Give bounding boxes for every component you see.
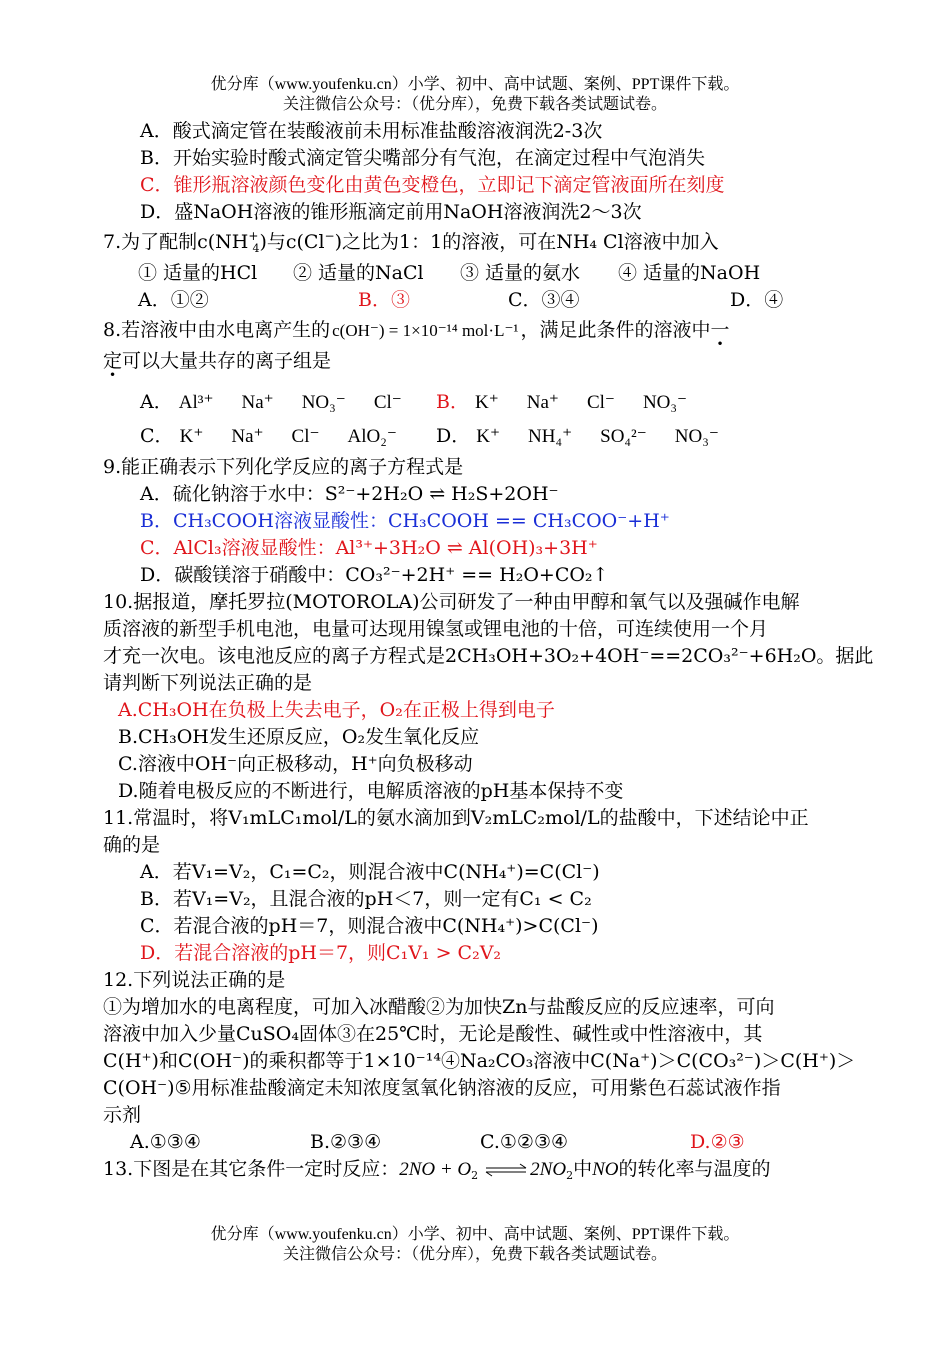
q7-item-2: ② 适量的NaCl (293, 262, 424, 284)
q8-option-a: A． Al³⁺ Na⁺ NO₃⁻ Cl⁻ (140, 391, 402, 413)
q10-stem-line-1: 10.据报道，摩托罗拉(MOTOROLA)公司研发了一种由甲醇和氧气以及强碱作电解 (103, 591, 800, 613)
q8-stem-line-2: 定可以大量共存的离子组是 (103, 350, 332, 372)
q6-option-c: C．锥形瓶溶液颜色变化由黄色变橙色，立即记下滴定管液面所在刻度 (140, 174, 725, 196)
q8-option-c: C． K⁺ Na⁺ Cl⁻ AlO₂⁻ (140, 425, 397, 447)
footer-line-2: 关注微信公众号：（优分库），免费下载各类试题试卷。 (282, 1246, 667, 1263)
q6-option-b: B．开始实验时酸式滴定管尖嘴部分有气泡，在滴定过程中气泡消失 (140, 147, 705, 169)
q12-option-c: C.①②③④ (480, 1131, 569, 1153)
q9-option-b: B．CH₃COOH溶液显酸性：CH₃COOH == CH₃COO⁻+H⁺ (140, 510, 670, 532)
q7-item-1: ① 适量的HCl (138, 262, 258, 284)
q7-item-3: ③ 适量的氨水 (460, 262, 581, 284)
q7-option-c: C．③④ (508, 289, 580, 311)
q7-option-b: B．③ (358, 289, 410, 311)
q11-option-c: C．若混合液的pH＝7，则混合液中C(NH₄⁺)>C(Cl⁻) (140, 915, 599, 937)
q12-option-b: B.②③④ (310, 1131, 382, 1153)
q12-option-d: D.②③ (690, 1131, 745, 1153)
q6-option-d: D．盛NaOH溶液的锥形瓶滴定前用NaOH溶液润洗2～3次 (140, 201, 642, 223)
q10-option-a: A.CH₃OH在负极上失去电子，O₂在正极上得到电子 (118, 699, 555, 721)
q7-stem: 7.为了配制$c(NH^+_4)$与c(Cl−)之比为1：1的溶液，可在NH₄ Cl溶液中加入 (103, 229, 719, 255)
q9-option-a: A．硫化钠溶于水中：S²⁻+2H₂O ⇌ H₂S+2OH⁻ (140, 483, 559, 505)
q11-option-d: D．若混合溶液的pH＝7，则C₁V₁ > C₂V₂ (140, 942, 502, 964)
header-line-1: 优分库（www.youfenku.cn）小学、初中、高中试题、案例、PPT课件下载。 (210, 76, 740, 93)
q12-text-line-1: ①为增加水的电离程度，可加入冰醋酸②为加快Zn与盐酸反应的反应速率，可向 (103, 996, 775, 1018)
q12-text-line-3: C(H⁺)和C(OH⁻)的乘积都等于1×10⁻¹⁴④Na₂CO₃溶液中C(Na⁺)＞C(CO₃²⁻)＞C(H⁺)＞ (103, 1050, 856, 1072)
q8-option-d: D． K⁺ NH₄⁺ SO₄²⁻ NO₃⁻ (436, 425, 719, 447)
q11-stem-line-1: 11.常温时，将V₁mLC₁mol/L的氨水滴加到V₂mLC₂mol/L的盐酸中，下述结论中正 (103, 807, 809, 829)
q9-stem: 9.能正确表示下列化学反应的离子方程式是 (103, 456, 464, 478)
q10-option-c: C.溶液中OH⁻向正极移动，H⁺向负极移动 (118, 753, 473, 775)
q12-option-a: A.①③④ (130, 1131, 201, 1153)
q12-text-line-2: 溶液中加入少量CuSO₄固体③在25℃时，无论是酸性、碱性或中性溶液中，其 (103, 1023, 763, 1045)
q12-stem: 12.下列说法正确的是 (103, 969, 286, 991)
q13-stem: 13.下图是在其它条件一定时反应：$2NO + O_2$ $2NO_2$中NO的转化率与温度的 (103, 1158, 771, 1182)
q10-option-b: B.CH₃OH发生还原反应，O₂发生氧化反应 (118, 726, 480, 748)
equilibrium-arrow-icon (478, 1163, 530, 1177)
q11-option-a: A．若V₁=V₂，C₁=C₂，则混合液中C(NH₄⁺)=C(Cl⁻) (140, 861, 600, 883)
q8-option-b: B． K⁺ Na⁺ Cl⁻ NO₃⁻ (436, 391, 688, 413)
q10-stem-line-2: 质溶液的新型手机电池，电量可达现用镍氢或锂电池的十倍，可连续使用一个月 (103, 618, 769, 640)
q7-option-a: A．①② (138, 289, 209, 311)
q11-stem-line-2: 确的是 (103, 834, 161, 856)
q11-option-b: B．若V₁=V₂，且混合液的pH＜7，则一定有C₁ < C₂ (140, 888, 592, 910)
q7-item-4: ④ 适量的NaOH (618, 262, 761, 284)
q8-stem-line-1: 8.若溶液中由水电离产生的 c(OH⁻) = 1×10⁻¹⁴ mol·L⁻¹ ，满足此条件的溶液中一 (103, 319, 730, 341)
q10-stem-line-3: 才充一次电。该电池反应的离子方程式是2CH₃OH+3O₂+4OH⁻==2CO₃²⁻+6H₂O。据此 (103, 645, 874, 667)
q10-stem-line-4: 请判断下列说法正确的是 (103, 672, 313, 694)
header-line-2: 关注微信公众号：（优分库），免费下载各类试题试卷。 (282, 96, 667, 113)
q7-option-d: D．④ (730, 289, 784, 311)
q9-option-c: C．AlCl₃溶液显酸性：Al³⁺+3H₂O ⇌ Al(OH)₃+3H⁺ (140, 537, 598, 559)
q12-text-line-4: C(OH⁻)⑤用标准盐酸滴定未知浓度氢氧化钠溶液的反应，可用紫色石蕊试液作指 (103, 1077, 781, 1099)
q8-expression: c(OH⁻) = 1×10⁻¹⁴ mol·L⁻¹ (332, 321, 519, 340)
q9-option-d: D．碳酸镁溶于硝酸中：CO₃²⁻+2H⁺ == H₂O+CO₂↑ (140, 564, 609, 586)
q6-option-a: A．酸式滴定管在装酸液前未用标准盐酸溶液润洗2-3次 (140, 120, 603, 142)
q12-text-line-5: 示剂 (103, 1104, 142, 1126)
footer-line-1: 优分库（www.youfenku.cn）小学、初中、高中试题、案例、PPT课件下载。 (210, 1226, 740, 1243)
q10-option-d: D.随着电极反应的不断进行，电解质溶液的pH基本保持不变 (118, 780, 624, 802)
